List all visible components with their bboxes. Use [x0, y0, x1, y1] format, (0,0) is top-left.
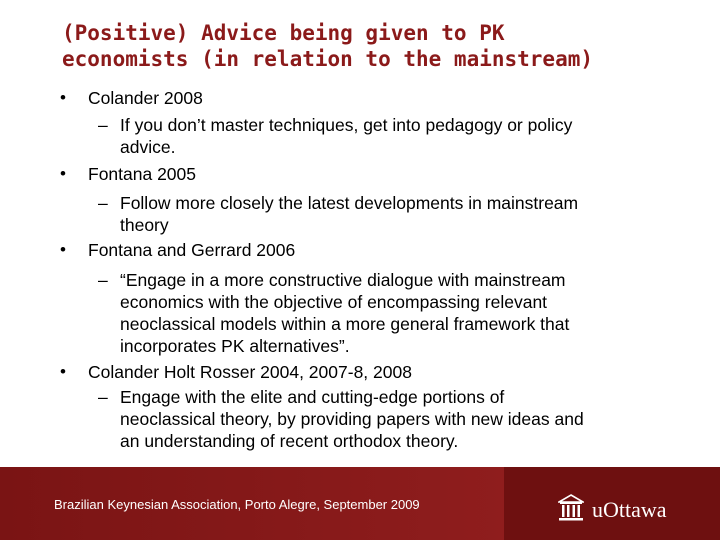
- bullet-heading: Fontana and Gerrard 2006: [88, 240, 296, 260]
- sub-bullet-line: neoclassical theory, by providing papers with new ideas and: [120, 409, 584, 429]
- dash-icon: –: [98, 387, 108, 407]
- uottawa-logo: [558, 495, 667, 525]
- sub-bullet-line: “Engage in a more constructive dialogue with mainstream: [120, 270, 566, 290]
- dash-icon: –: [98, 193, 108, 213]
- sub-bullet-line: theory: [120, 215, 169, 235]
- bullet-icon: •: [60, 362, 66, 381]
- bullet-icon: •: [60, 240, 66, 259]
- bullet-icon: •: [60, 88, 66, 107]
- sub-bullet-line: neoclassical models within a more general framework that: [120, 314, 570, 334]
- logo-text: uOttawa: [592, 497, 667, 522]
- sub-bullet-line: an understanding of recent orthodox theory.: [120, 431, 459, 451]
- bullet-heading: Colander Holt Rosser 2004, 2007-8, 2008: [88, 362, 412, 382]
- slide-title-line-1: (Positive) Advice being given to PK: [62, 21, 505, 45]
- bullet-heading: Fontana 2005: [88, 164, 197, 184]
- footer-bar: [0, 467, 720, 540]
- sub-bullet-line: advice.: [120, 137, 176, 157]
- sub-bullet-line: economics with the objective of encompassing relevant: [120, 292, 548, 312]
- university-building-icon: [558, 494, 584, 527]
- sub-bullet-line: incorporates PK alternatives”.: [120, 336, 350, 356]
- footer-text: Brazilian Keynesian Association, Porto Alegre, September 2009: [54, 497, 420, 512]
- slide-title: [62, 20, 682, 72]
- dash-icon: –: [98, 115, 108, 135]
- bullet-heading: Colander 2008: [88, 88, 203, 108]
- slide-title-line-2: economists (in relation to the mainstream): [62, 47, 594, 71]
- sub-bullet-line: Engage with the elite and cutting-edge portions of: [120, 387, 505, 407]
- dash-icon: –: [98, 270, 108, 290]
- sub-bullet-line: Follow more closely the latest developments in mainstream: [120, 193, 579, 213]
- bullet-icon: •: [60, 164, 66, 183]
- sub-bullet-line: If you don’t master techniques, get into pedagogy or policy: [120, 115, 573, 135]
